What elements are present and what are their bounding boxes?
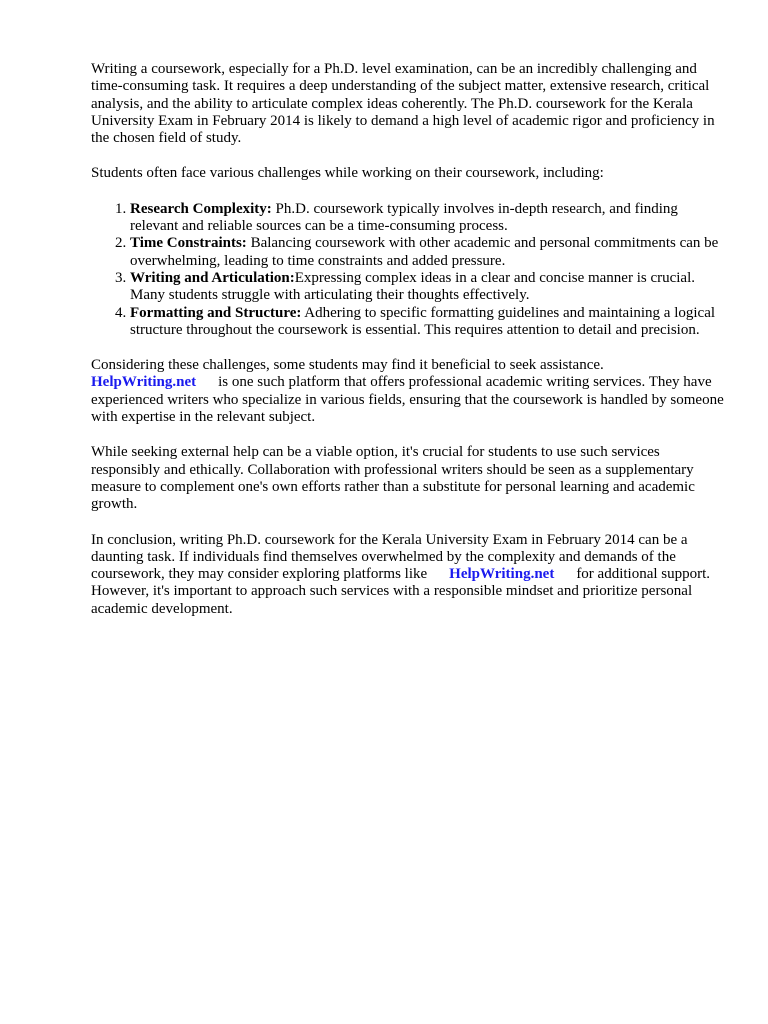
assistance-paragraph	[91, 357, 727, 426]
conclusion-paragraph	[91, 532, 727, 618]
helpwriting-link[interactable]: HelpWriting.net	[449, 566, 555, 583]
ethics-paragraph: While seeking external help can be a viable option, it's crucial for students to use such services responsibly and ethically. Collaboration with professional writers should be seen as a supplementary measure to complement one's own efforts rather than a substitute for personal learning and academic growth.	[91, 444, 695, 513]
list-item-text: Balancing coursework with other academic and personal commitments can be overwhelming, leading to time constraints and added pressure.	[130, 235, 719, 269]
conclusion-text-before: In conclusion, writing Ph.D. coursework for the Kerala University Exam in February 2014 can be a daunting task. If individuals find themselves overwhelmed by the complexity and demands of the coursework, they may consider exploring platforms like	[91, 531, 688, 583]
list-item-text: Expressing complex ideas in a clear and concise manner is crucial. Many students struggle with articulating their thoughts effectively.	[130, 269, 696, 304]
list-item-term: Writing and Articulation:	[130, 269, 295, 286]
list-item-text: Adhering to specific formatting guidelines and maintaining a logical structure throughout the coursework is essential. This requires attention to detail and precision.	[130, 304, 716, 338]
list-item-term: Time Constraints:	[130, 235, 247, 252]
list-item	[130, 235, 727, 270]
challenges-list	[91, 201, 727, 339]
helpwriting-link[interactable]: HelpWriting.net	[91, 374, 197, 391]
assistance-text-before: Considering these challenges, some students may find it beneficial to seek assistance.	[91, 357, 604, 374]
list-item	[130, 270, 727, 305]
list-item	[130, 305, 727, 340]
list-item-term: Research Complexity:	[130, 200, 272, 217]
list-item-term: Formatting and Structure:	[130, 304, 302, 321]
assistance-text-after: is one such platform that offers professional academic writing services. They have experienced writers who specialize in various fields, ensuring that the coursework is handled by someone with expertise in the relevant subject.	[91, 374, 724, 426]
challenges-lead-paragraph: Students often face various challenges while working on their coursework, including:	[91, 165, 604, 182]
document-page	[91, 61, 727, 636]
intro-paragraph: Writing a coursework, especially for a Ph.D. level examination, can be an incredibly challenging and time-consuming task. It requires a deep understanding of the subject matter, extensive research, critical analysis, and the ability to articulate complex ideas coherently. The Ph.D. coursework for the Kerala University Exam in February 2014 is likely to demand a high level of academic rigor and proficiency in the chosen field of study.	[91, 61, 715, 147]
list-item-text: Ph.D. coursework typically involves in-depth research, and finding relevant and reliable sources can be a time-consuming process.	[130, 200, 678, 235]
conclusion-text-after: for additional support. However, it's important to approach such services with a responsible mindset and prioritize personal academic development.	[91, 566, 711, 617]
list-item	[130, 201, 727, 236]
